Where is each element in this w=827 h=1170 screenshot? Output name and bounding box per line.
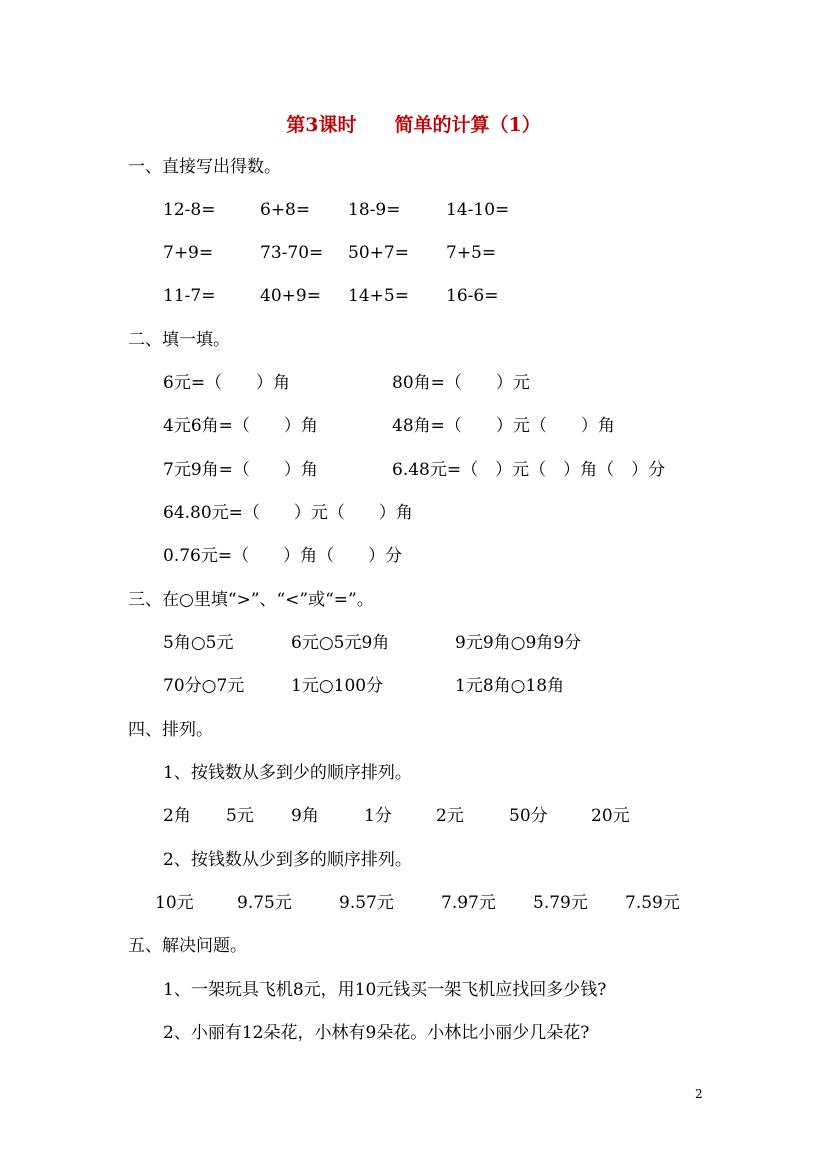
arith-problem: 6+8= (260, 200, 311, 220)
money-item: 2角 (163, 806, 191, 826)
arith-problem: 11-7= (163, 286, 216, 306)
section-3-heading: 三、在○里填“>”、“<”或“=”。 (128, 590, 374, 610)
lesson-number: 第3课时 (286, 114, 357, 136)
arith-problem: 40+9= (260, 286, 321, 306)
arith-problem: 73-70= (260, 243, 324, 263)
compare-item: 9元9角○9角9分 (455, 633, 582, 653)
arith-problem: 7+5= (446, 243, 497, 263)
ordering-question-2: 2、按钱数从少到多的顺序排列。 (163, 850, 412, 870)
fill-item: 6元=（ ）角 (163, 373, 291, 393)
money-item: 9角 (291, 806, 319, 826)
fill-item: 48角=（ ）元（ ）角 (392, 416, 615, 436)
money-item: 1分 (364, 806, 392, 826)
ordering-question-1: 1、按钱数从多到少的顺序排列。 (163, 763, 412, 783)
arith-problem: 18-9= (348, 200, 401, 220)
fill-item: 7元9角=（ ）角 (163, 460, 318, 480)
money-item: 2元 (436, 806, 464, 826)
fill-item: 64.80元=（ ）元（ ）角 (163, 503, 413, 523)
compare-item: 1元○100分 (291, 676, 384, 696)
money-item: 7.97元 (441, 893, 496, 913)
section-1-heading: 一、直接写出得数。 (128, 157, 281, 177)
money-item: 5元 (226, 806, 254, 826)
money-item: 5.79元 (533, 893, 588, 913)
fill-item: 4元6角=（ ）角 (163, 416, 318, 436)
arith-problem: 12-8= (163, 200, 216, 220)
page-title (0, 110, 827, 137)
lesson-topic: 简单的计算（1） (394, 114, 541, 136)
page-number: 2 (695, 1087, 703, 1101)
word-problem-2: 2、小丽有12朵花，小林有9朵花。小林比小丽少几朵花? (163, 1023, 590, 1043)
arith-problem: 16-6= (446, 286, 499, 306)
section-4-heading: 四、排列。 (128, 720, 213, 740)
money-item: 20元 (591, 806, 630, 826)
money-item: 7.59元 (625, 893, 680, 913)
compare-item: 6元○5元9角 (291, 633, 390, 653)
fill-item: 0.76元=（ ）角（ ）分 (163, 546, 403, 566)
money-item: 9.75元 (237, 893, 292, 913)
section-2-heading: 二、填一填。 (128, 330, 230, 350)
section-5-heading: 五、解决问题。 (128, 936, 247, 956)
fill-item: 80角=（ ）元 (392, 373, 530, 393)
money-item: 9.57元 (339, 893, 394, 913)
arith-problem: 14-10= (446, 200, 510, 220)
compare-item: 70分○7元 (163, 676, 245, 696)
arith-problem: 50+7= (348, 243, 409, 263)
arith-problem: 7+9= (163, 243, 214, 263)
money-item: 10元 (155, 893, 194, 913)
arith-problem: 14+5= (348, 286, 409, 306)
money-item: 50分 (509, 806, 548, 826)
compare-item: 1元8角○18角 (455, 676, 565, 696)
word-problem-1: 1、一架玩具飞机8元，用10元钱买一架飞机应找回多少钱? (163, 980, 607, 1000)
compare-item: 5角○5元 (163, 633, 234, 653)
fill-item: 6.48元=（ ）元（ ）角（ ）分 (392, 460, 666, 480)
